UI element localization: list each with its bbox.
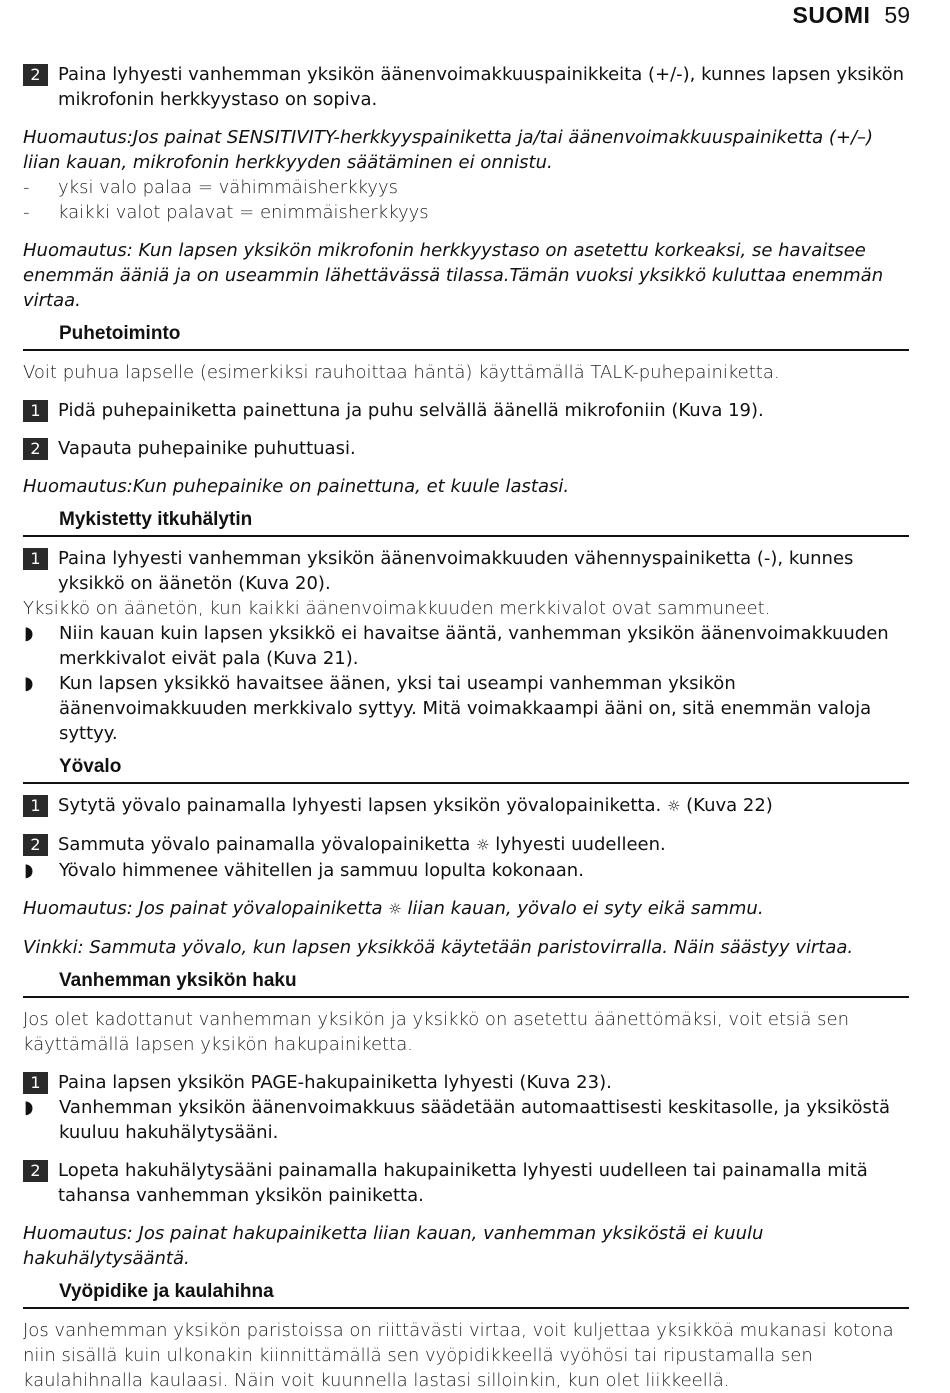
- step-number-badge: 1: [23, 1072, 48, 1094]
- step-text-part: lyhyesti uudelleen.: [495, 834, 666, 855]
- section-intro: Jos olet kadottanut vanhemman yksikön ja yksikkö on asetettu äänettömäksi, voit etsiä sen käyttämällä lapsen yksikön hakupainiketta.: [23, 1009, 849, 1055]
- step-text: Paina lyhyesti vanhemman yksikön äänenvoimakkuuspainikkeita (+/-), kunnes lapsen yksikön mikrofonin herkkyystaso on sopiva.: [58, 64, 905, 110]
- section-intro: Voit puhua lapselle (esimerkiksi rauhoittaa häntä) käyttämällä TALK-puhepainiketta.: [23, 362, 780, 383]
- bullet-item: [23, 671, 909, 746]
- nightlight-sun-icon: ☼: [476, 836, 490, 854]
- nightlight-sun-icon: ☼: [388, 900, 402, 918]
- section-heading-nightlight: Yövalo: [23, 755, 909, 784]
- bullet-text: Niin kauan kuin lapsen yksikkö ei havaitse ääntä, vanhemman yksikön äänenvoimakkuuden merkkivalot eivät pala (Kuva 21).: [59, 623, 889, 669]
- bullet-item: [23, 621, 909, 671]
- dash-item-text: yksi valo palaa = vähimmäisherkkyys: [58, 177, 398, 198]
- section-text: Jos vanhemman yksikön paristoissa on riittävästi virtaa, voit kuljettaa yksikköä mukanasi kotona niin sisällä kuin ulkonakin kiinnittämällä sen vyöpidikkeellä vyöhösi tai ripustamalla sen kaulahihnalla kaulaasi. Näin voit kuunnella lastasi silloinkin, kun olet liikkeellä.: [23, 1320, 894, 1391]
- step-number-badge: 2: [23, 64, 48, 86]
- dash-marker: -: [23, 177, 30, 198]
- bullet-item: [23, 858, 909, 883]
- dash-marker: -: [23, 202, 30, 223]
- step-text: Paina lyhyesti vanhemman yksikön äänenvoimakkuuden vähennyspainiketta (-), kunnes yksikkö on äänetön (Kuva 20).: [58, 548, 854, 594]
- page-number: 59: [884, 2, 910, 28]
- step-text-part: Sammuta yövalo painamalla yövalopainiketta: [58, 834, 471, 855]
- page-header: [793, 2, 910, 29]
- bullet-marker-icon: ◗: [24, 860, 34, 881]
- info-text: Yksikkö on äänetön, kun kaikki äänenvoimakkuuden merkkivalot ovat sammuneet.: [23, 598, 771, 619]
- page-content: [23, 62, 909, 1393]
- bullet-marker-icon: ◗: [24, 1097, 34, 1118]
- step-item: [23, 398, 909, 423]
- step-item: [23, 793, 909, 819]
- note-text: Huomautus:Kun puhepainike on painettuna, et kuule lastasi.: [23, 476, 570, 497]
- step-text: Vapauta puhepainike puhuttuasi.: [58, 438, 356, 459]
- section-heading-paging: Vanhemman yksikön haku: [23, 969, 909, 998]
- nightlight-sun-icon: ☼: [666, 797, 681, 815]
- tip-text: Vinkki: Sammuta yövalo, kun lapsen yksikköä käytetään paristovirralla. Näin säästyy virtaa.: [23, 937, 854, 958]
- step-item: [23, 1070, 909, 1095]
- dash-item-text: kaikki valot palavat = enimmäisherkkyys: [58, 202, 429, 223]
- step-item: [23, 1158, 909, 1208]
- section-heading-belt: Vyöpidike ja kaulahihna: [23, 1280, 909, 1309]
- bullet-marker-icon: ◗: [24, 623, 34, 644]
- bullet-text: Kun lapsen yksikkö havaitsee äänen, yksi tai useampi vanhemman yksikön äänenvoimakkuuden merkkivalo syttyy. Mitä voimakkaampi ääni on, sitä enemmän valoja syttyy.: [59, 673, 872, 744]
- step-number-badge: 2: [23, 834, 48, 856]
- bullet-marker-icon: ◗: [24, 673, 34, 694]
- bullet-item: [23, 1095, 909, 1145]
- step-text: Pidä puhepainiketta painettuna ja puhu selvällä äänellä mikrofoniin (Kuva 19).: [58, 400, 764, 421]
- step-number-badge: 2: [23, 1160, 48, 1182]
- bullet-text: Vanhemman yksikön äänenvoimakkuus säädetään automaattisesti keskitasolle, ja yksiköstä kuuluu hakuhälytysääni.: [59, 1097, 890, 1143]
- step-number-badge: 2: [23, 438, 48, 460]
- step-text-part: (Kuva 22): [686, 795, 773, 816]
- bullet-text: Yövalo himmenee vähitellen ja sammuu lopulta kokonaan.: [59, 860, 584, 881]
- step-item: [23, 832, 909, 858]
- step-text: Paina lapsen yksikön PAGE-hakupainiketta lyhyesti (Kuva 23).: [58, 1072, 612, 1093]
- step-number-badge: 1: [23, 795, 48, 817]
- note-text: [23, 896, 909, 922]
- dash-item: [23, 200, 909, 225]
- step-text: [58, 832, 909, 858]
- step-item: [23, 62, 909, 112]
- step-text: Lopeta hakuhälytysääni painamalla hakupainiketta lyhyesti uudelleen tai painamalla mitä tahansa vanhemman yksikön painiketta.: [58, 1160, 868, 1206]
- note-text-part: Huomautus: Jos painat yövalopainiketta: [23, 898, 383, 919]
- note-text: Huomautus: Jos painat hakupainiketta liian kauan, vanhemman yksiköstä ei kuulu hakuhälytysääntä.: [23, 1223, 764, 1269]
- step-item: [23, 546, 909, 596]
- step-text-part: Sytytä yövalo painamalla lyhyesti lapsen yksikön yövalopainiketta.: [58, 795, 662, 816]
- step-text: [58, 793, 909, 819]
- dash-item: [23, 175, 909, 200]
- note-text: Huomautus: Kun lapsen yksikön mikrofonin herkkyystaso on asetettu korkeaksi, se havaitsee enemmän ääniä ja on useammin lähettävässä tilassa.Tämän vuoksi yksikkö kuluttaa enemmän virtaa.: [23, 240, 884, 311]
- step-number-badge: 1: [23, 548, 48, 570]
- section-heading-mute: Mykistetty itkuhälytin: [23, 508, 909, 537]
- note-text-part: liian kauan, yövalo ei syty eikä sammu.: [407, 898, 764, 919]
- step-item: [23, 436, 909, 461]
- step-number-badge: 1: [23, 400, 48, 422]
- section-heading-talk: Puhetoiminto: [23, 322, 909, 351]
- note-text: Huomautus:Jos painat SENSITIVITY-herkkyyspainiketta ja/tai äänenvoimakkuuspainiketta (+/–) liian kauan, mikrofonin herkkyyden säätäminen ei onnistu.: [23, 127, 874, 173]
- language-label: SUOMI: [792, 2, 871, 28]
